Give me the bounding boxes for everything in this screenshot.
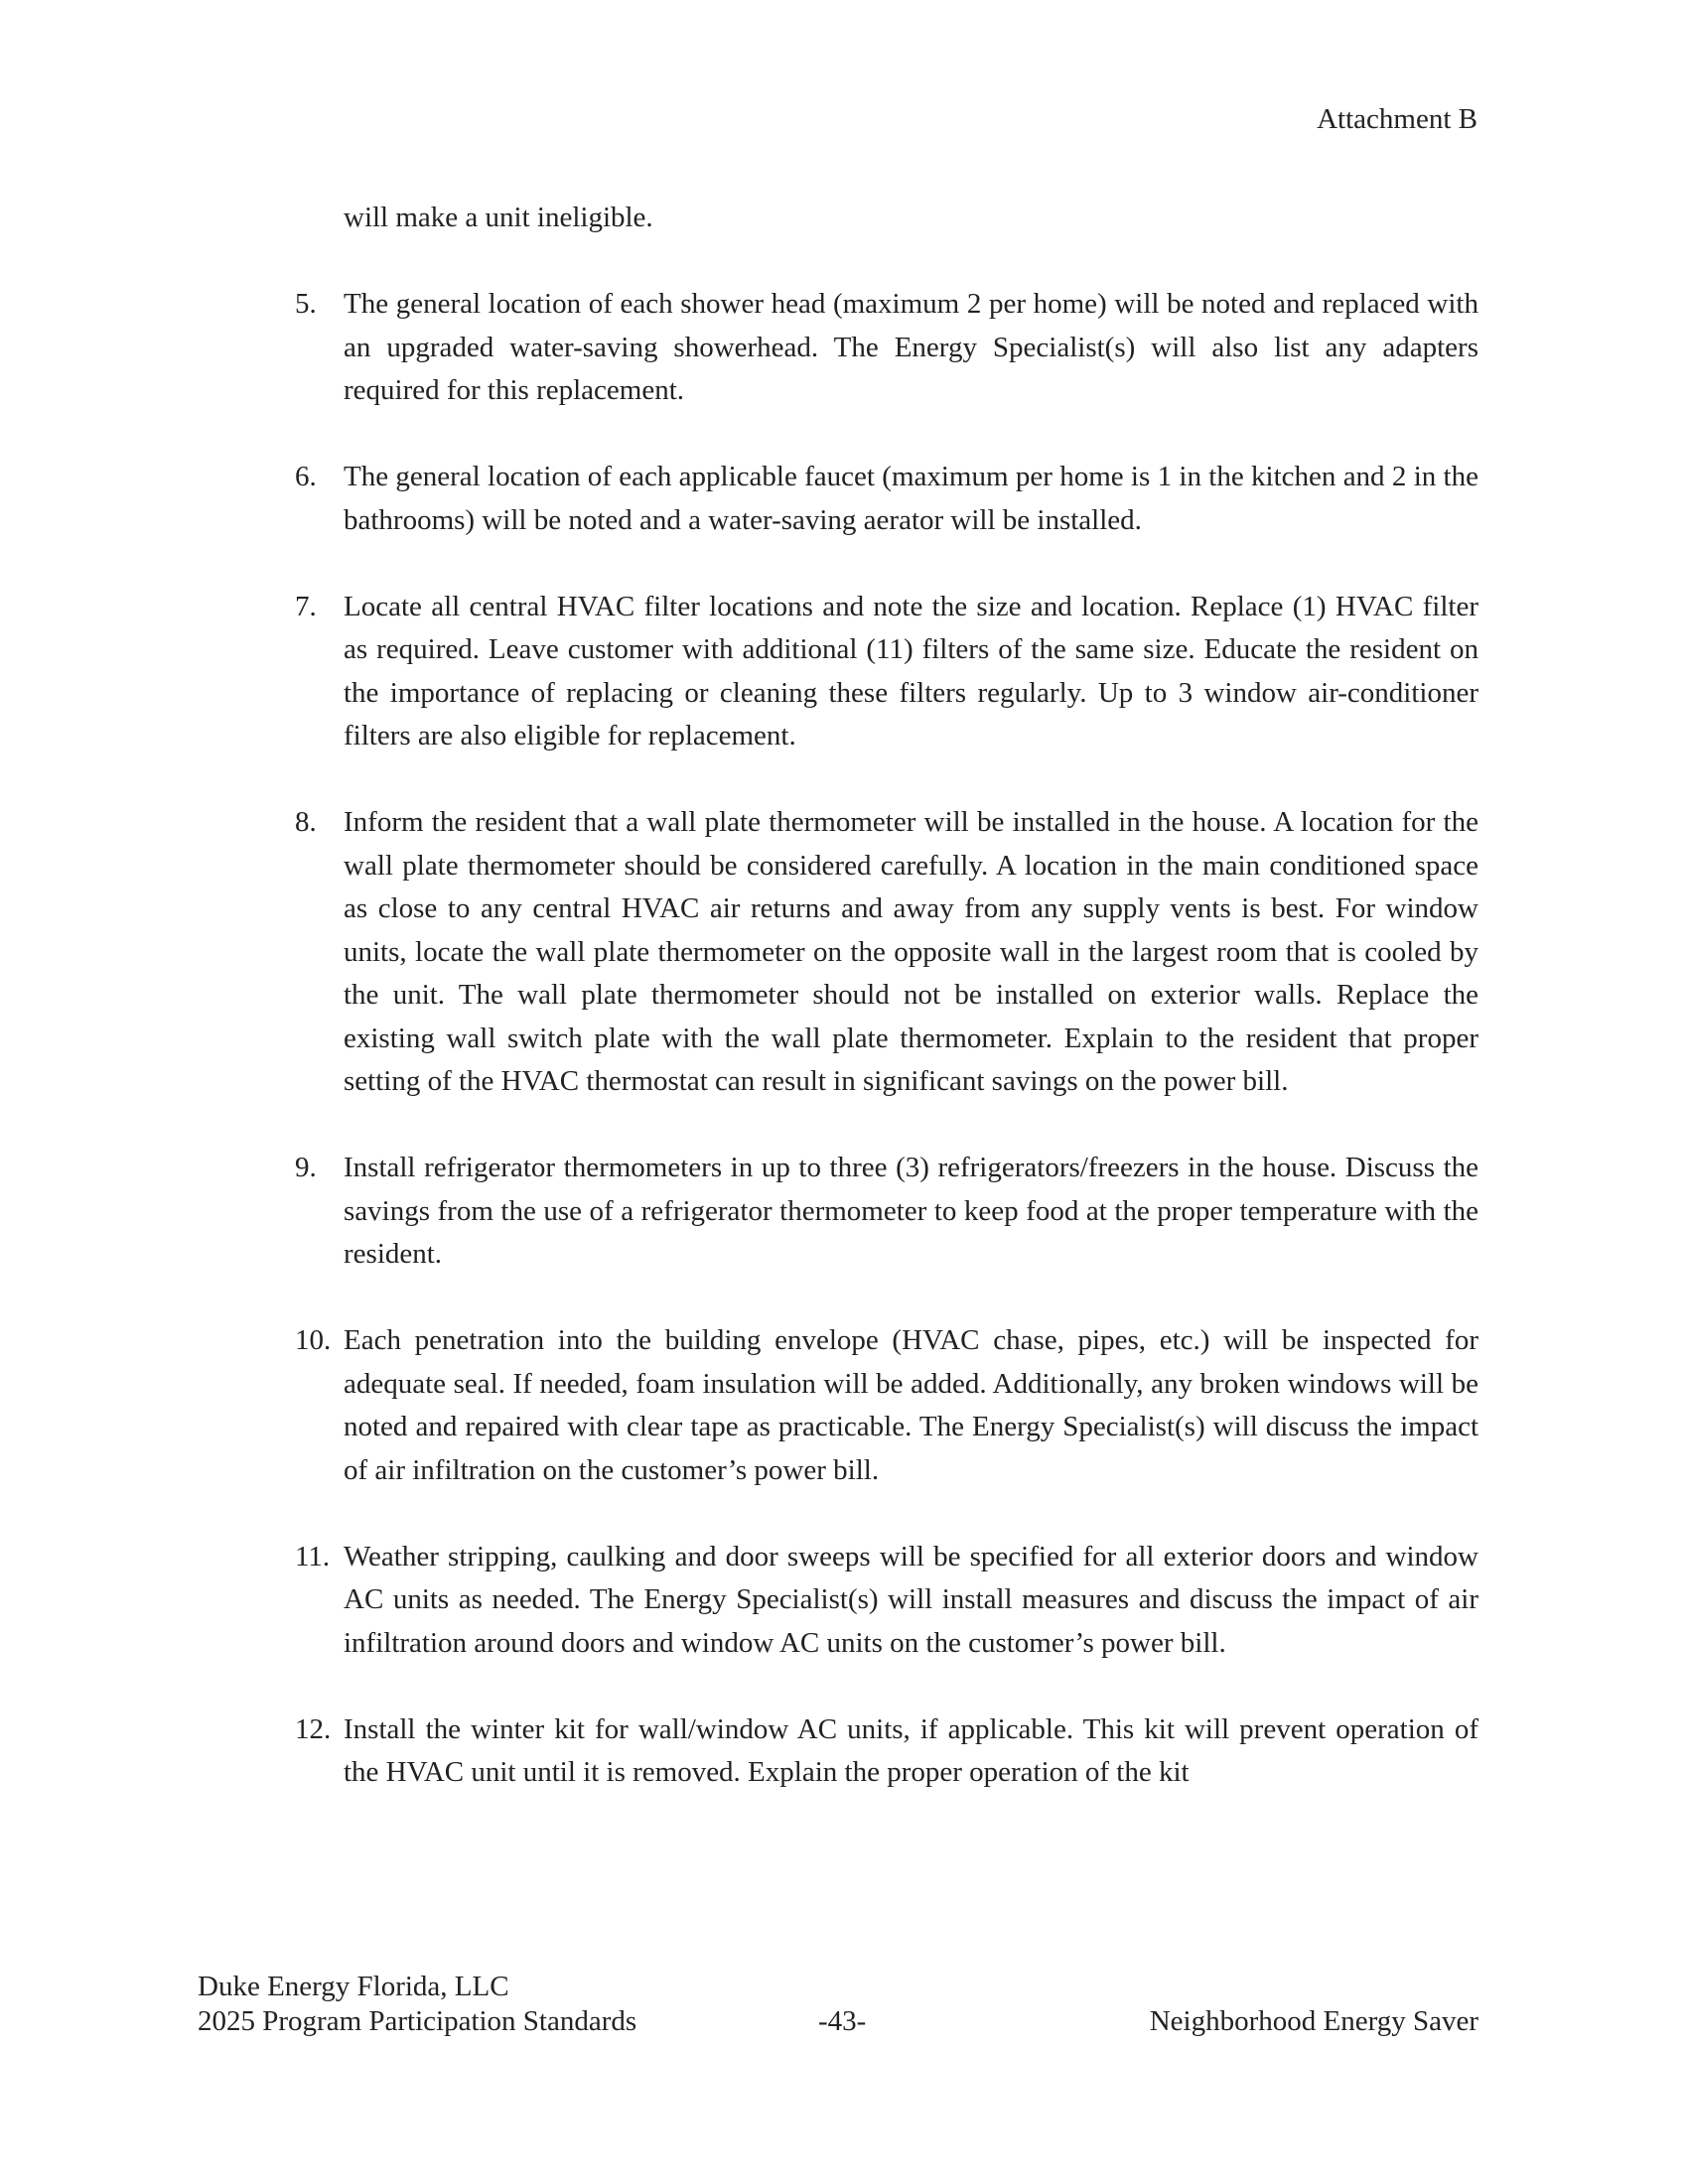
list-item-text: The general location of each shower head (maximum 2 per home) will be noted and replaced with an upgraded water-saving showerhead. The Energy Specialist(s) will also list any adapters required for this replacement. [344,288,1478,406]
list-item-7 [295,586,1478,758]
list-item-text: The general location of each applicable faucet (maximum per home is 1 in the kitchen and 2 in the bathrooms) will be noted and a water-saving aerator will be installed. [344,461,1478,536]
list-item-12 [295,1708,1478,1795]
list-item-text: Install the winter kit for wall/window AC units, if applicable. This kit will prevent operation of the HVAC unit until it is removed. Explain the proper operation of the kit [344,1712,1478,1788]
list-item-5 [295,283,1478,413]
footer-standards: 2025 Program Participation Standards [198,2005,637,2037]
footer-row-company [198,1970,1478,2004]
list-item-6 [295,456,1478,542]
continuation-text: will make a unit ineligible. [344,202,653,233]
list-item-text: Locate all central HVAC filter locations and note the size and location. Replace (1) HVAC filter as required. Leave customer with additional (11) filters of the same size. Educate the resident on the importance of replacing or cleaning these filters regularly. Up to 3 window air-conditioner filters are also eligible for replacement. [344,590,1478,751]
page-footer [198,1970,1478,2039]
list-item-number: 12. [295,1712,332,1745]
list-item-9 [295,1147,1478,1277]
attachment-label: Attachment B [1317,103,1477,135]
list-item-number: 9. [295,1152,317,1183]
list-item-number: 7. [295,590,317,622]
footer-company: Duke Energy Florida, LLC [198,1971,509,2002]
list-item-number: 8. [295,806,317,838]
list-item-text: Install refrigerator thermometers in up to three (3) refrigerators/freezers in the house. Discuss the savings from the use of a refrigerator thermometer to keep food at the proper temperature with the resident. [344,1152,1478,1270]
list-item-text: Weather stripping, caulking and door sweeps will be specified for all exterior doors and window AC units as needed. The Energy Specialist(s) will install measures and discuss the impact of air infiltration around doors and window AC units on the customer’s power bill. [344,1540,1478,1659]
list-item-number: 11. [295,1540,331,1572]
list-item-11 [295,1536,1478,1666]
footer-row-details [198,2004,1478,2039]
list-item-number: 5. [295,288,317,320]
list-item-8 [295,801,1478,1104]
list-item-number: 10. [295,1324,332,1356]
list-item-10 [295,1319,1478,1492]
footer-program-name: Neighborhood Energy Saver [1149,2005,1478,2037]
list-item-number: 6. [295,461,317,492]
list-item-text: Each penetration into the building envelope (HVAC chase, pipes, etc.) will be inspected for adequate seal. If needed, foam insulation will be added. Additionally, any broken windows will be noted and repaired with clear tape as practicable. The Energy Specialist(s) will discuss the impact of air infiltration on the customer’s power bill. [344,1324,1478,1486]
page-number: -43- [818,2005,867,2037]
list-item-text: Inform the resident that a wall plate thermometer will be installed in the house. A location for the wall plate thermometer should be considered carefully. A location in the main conditioned space as close to any central HVAC air returns and away from any supply vents is best. For window units, locate the wall plate thermometer on the opposite wall in the largest room that is cooled by the unit. The wall plate thermometer should not be installed on exterior walls. Replace the existing wall switch plate with the wall plate thermometer. Explain to the resident that proper setting of the HVAC thermostat can result in significant savings on the power bill. [344,806,1478,1097]
page-body [295,197,1478,1838]
